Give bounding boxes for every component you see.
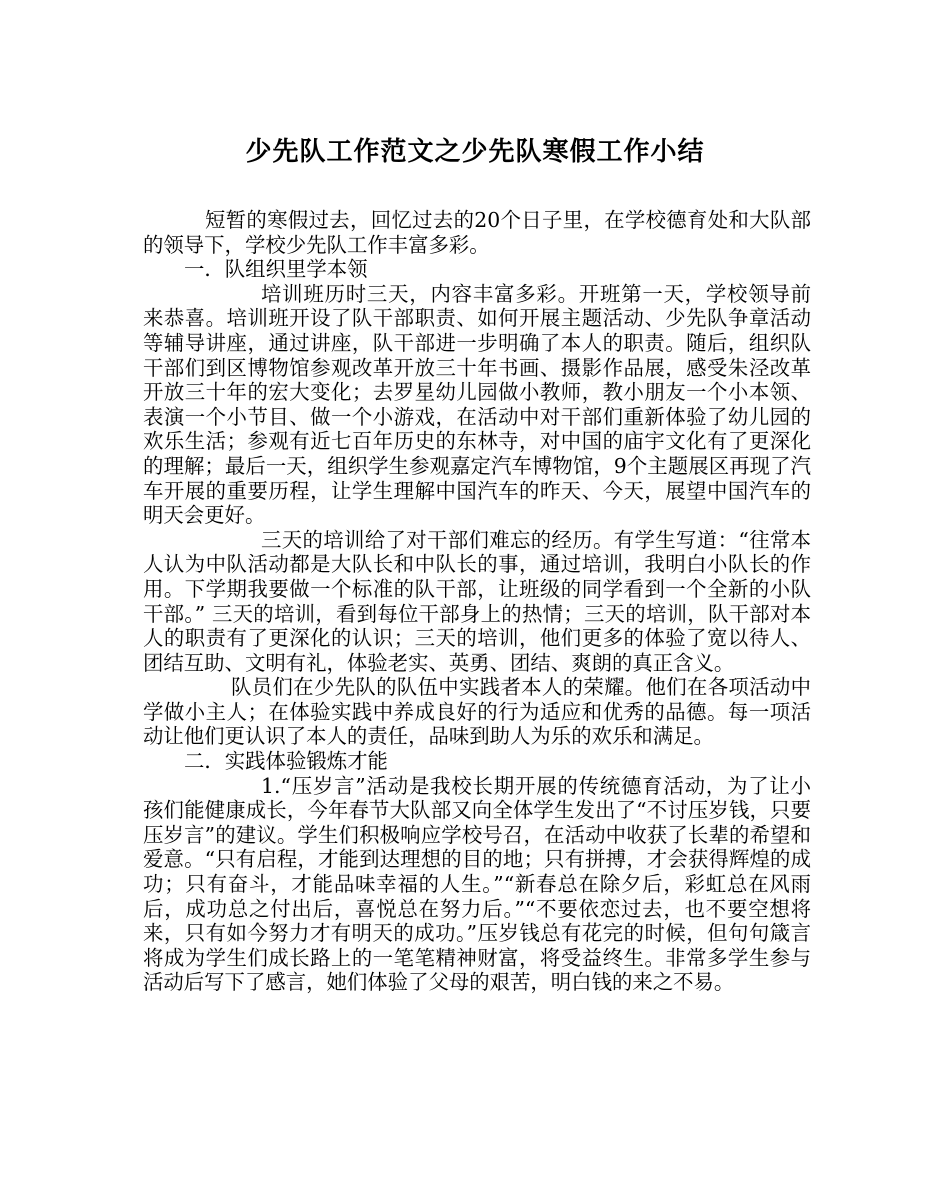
section-heading-2: 二．实践体验锻炼才能 (184, 749, 388, 774)
paragraph-intro: 短暂的寒假过去，回忆过去的20个日子里，在学校德育处和大队部的领导下，学校少先队工作丰富多彩。 (143, 208, 811, 257)
paragraph-experience: 三天的培训给了对干部们难忘的经历。有学生写道：“往常本人认为中队活动都是大队长和中队长的事，通过培训，我明白小队长的作用。下学期我要做一个标准的队干部，让班级的同学看到一个全新的小队干部。” 三天的培训，看到每位干部身上的热情；三天的培训，队干部对本人的职责有了更深化的认识；三天的培训，他们更多的体验了宽以待人、团结互助、文明有礼，体验老实、英勇、团结、爽朗的真正含义。 (143, 527, 811, 675)
paragraph-honor: 队员们在少先队的队伍中实践者本人的荣耀。他们在各项活动中学做小主人；在体验实践中养成良好的行为适应和优秀的品德。每一项活动让他们更认识了本人的责任，品味到助人为乐的欢乐和满足。 (143, 675, 811, 749)
section-heading-1: 一．队组织里学本领 (184, 257, 368, 282)
paragraph-training: 培训班历时三天，内容丰富多彩。开班第一天，学校领导前来恭喜。培训班开设了队干部职责、如何开展主题活动、少先队争章活动等辅导讲座，通过讲座，队干部进一步明确了本人的职责。随后，组织队干部们到区博物馆参观改革开放三十年书画、摄影作品展，感受朱泾改革开放三十年的宏大变化；去罗星幼儿园做小教师，教小朋友一个小本领、表演一个小节目、做一个小游戏，在活动中对干部们重新体验了幼儿园的欢乐生活；参观有近七百年历史的东林寺，对中国的庙宇文化有了更深化的理解；最后一天，组织学生参观嘉定汽车博物馆，9个主题展区再现了汽车开展的重要历程，让学生理解中国汽车的昨天、今天，展望中国汽车的明天会更好。 (143, 281, 811, 528)
document-body (143, 208, 811, 995)
document-title: 少先队工作范文之少先队寒假工作小结 (245, 137, 705, 167)
paragraph-new-year-words: 1.“压岁言”活动是我校长期开展的传统德育活动，为了让小孩们能健康成长，今年春节大队部又向全体学生发出了“不讨压岁钱，只要压岁言”的建议。学生们积极响应学校号召，在活动中收获了长辈的希望和爱意。“只有启程，才能到达理想的目的地；只有拼搏，才会获得辉煌的成功；只有奋斗，才能品味幸福的人生。”“新春总在除夕后，彩虹总在风雨后，成功总之付出后，喜悦总在努力后。”“不要依恋过去，也不要空想将来，只有如今努力才有明天的成功。”压岁钱总有花完的时候，但句句箴言将成为学生们成长路上的一笔笔精神财富，将受益终生。非常多学生参与活动后写下了感言，她们体验了父母的艰苦，明白钱的来之不易。 (143, 773, 811, 995)
